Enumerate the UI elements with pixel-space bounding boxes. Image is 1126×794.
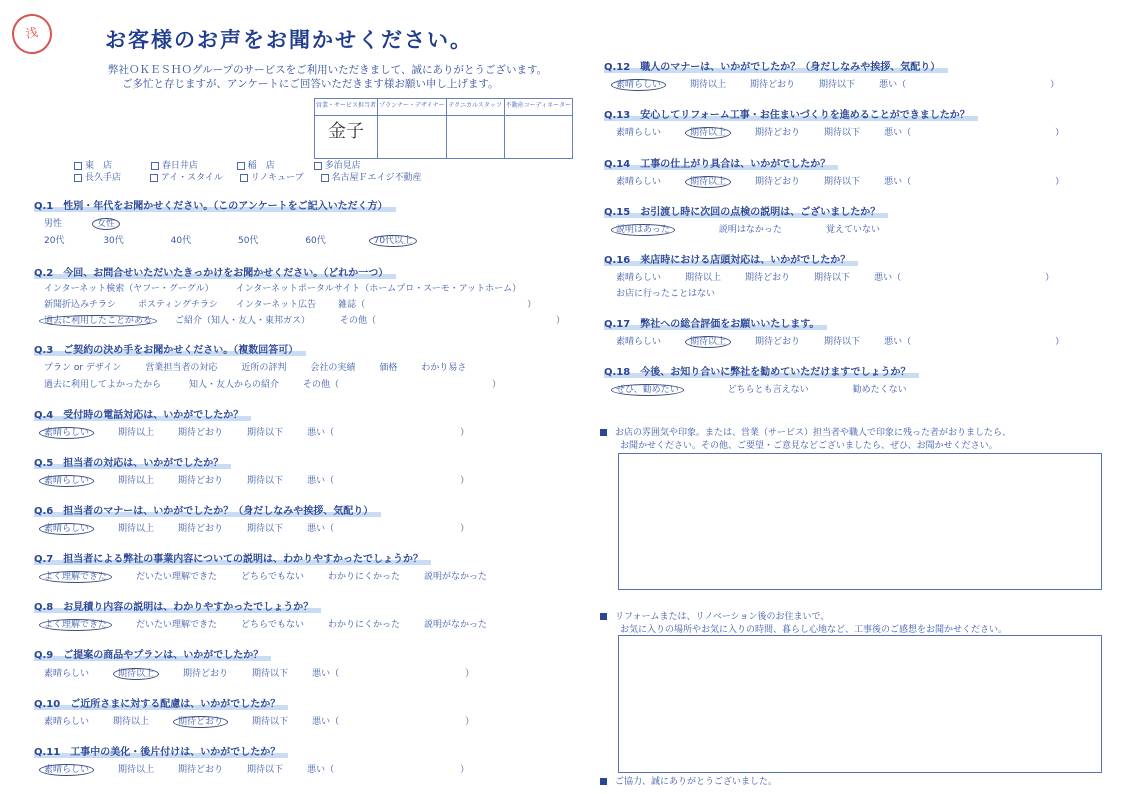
store-option[interactable]: アイ・スタイル [150,173,223,183]
answer-option[interactable]: 60代 [305,236,326,246]
answer-option[interactable]: 会社の実績 [310,363,356,373]
answer-option[interactable]: 50代 [237,236,259,246]
answer-option[interactable]: 期待以上 [113,717,150,727]
answer-option[interactable]: 悪い（ ） [307,524,470,534]
q5-row [44,473,469,486]
answer-option[interactable]: プラン or デザイン [44,363,122,373]
comment-2-box[interactable] [618,635,1102,773]
answer-option[interactable]: 期待以下 [247,428,284,438]
answer-option[interactable]: 期待以下 [247,476,284,486]
answer-option[interactable]: だいたい理解できた [136,572,218,582]
answer-option[interactable]: 価格 [379,363,398,373]
answer-option-selected[interactable]: 期待以上 [685,127,731,139]
answer-option[interactable]: 期待以上 [690,80,727,90]
answer-option[interactable]: 勧めたくない [852,385,907,395]
answer-option[interactable]: 期待以下 [247,765,284,775]
answer-option[interactable]: 期待どおり [755,128,801,138]
answer-option[interactable]: 20代 [44,236,65,246]
q3-row-1 [44,360,466,373]
answer-option[interactable]: お店に行ったことはない [616,289,716,299]
answer-option-selected[interactable]: 説明はあった [611,224,675,236]
answer-option[interactable]: 悪い（ ） [312,669,475,679]
answer-option[interactable]: インターネット広告 [235,300,317,310]
answer-option[interactable]: 過去に利用してよかったから [44,380,162,390]
store-option[interactable]: 東 店 [74,161,112,171]
store-option[interactable]: 長久手店 [74,173,121,183]
q17-row [616,334,1064,347]
answer-option[interactable]: その他（ ） [303,380,502,390]
staff-header: プランナー・デザイナー [378,99,447,116]
q9-row [44,666,474,679]
q4-row [44,425,469,438]
page-title: お客様のお声をお聞かせください。 [105,28,473,52]
answer-option[interactable]: 男性 [44,219,63,229]
answer-option-selected[interactable]: 期待以上 [685,176,731,188]
answer-option[interactable]: インターネットポータルサイト（ホームプロ・スーモ・アットホーム） [235,284,522,294]
question-16: Q.16 来店時における店頭対応は、いかがでしたか？ [604,251,858,266]
answer-option[interactable]: 期待どおり [183,669,229,679]
store-option[interactable]: 稲 店 [237,161,275,171]
answer-option[interactable]: 悪い（ ） [307,765,470,775]
staff-header: テクニカルスタッフ [446,99,504,116]
answer-option[interactable]: 期待どおり [750,80,796,90]
answer-option[interactable]: 覚えていない [825,225,880,235]
answer-option[interactable]: 新聞折込みチラシ [44,300,117,310]
answer-option[interactable]: 悪い（ ） [884,177,1065,187]
q10-row [44,714,474,727]
thanks-note: ご協力、誠にありがとうございました。 [600,774,777,787]
staff-header: 不動産コーディネーター [504,99,573,116]
question-7: Q.7 担当者による弊社の事業内容についての説明は、わかりやすかったでしょうか？ [34,550,431,565]
answer-option[interactable]: 期待どおり [178,765,224,775]
seal-stamp: 浅 [8,10,55,57]
answer-option-selected[interactable]: 素晴らしい [39,764,94,776]
answer-option-selected[interactable]: よく理解できた [39,619,112,631]
checkbox-icon [150,174,158,182]
q12-row [616,77,1059,90]
answer-option[interactable]: 30代 [103,236,124,246]
staff-signature: 金子 [315,116,378,159]
question-9: Q.9 ご提案の商品やプランは、いかがでしたか？ [34,646,271,661]
comment-1-prompt-2: お聞かせください。その他、ご要望・ご意見などございましたら、ぜひ、お聞かせください。 [620,441,998,451]
answer-option[interactable]: わかりにくかった [327,620,400,630]
answer-option[interactable]: 期待以下 [824,128,861,138]
question-5: Q.5 担当者の対応は、いかがでしたか？ [34,454,231,469]
answer-option-selected[interactable]: 期待どおり [173,716,228,728]
store-option[interactable]: 多治見店 [314,161,361,171]
q2-row-1 [44,281,521,294]
checkbox-icon [237,162,245,170]
answer-option[interactable]: ポスティングチラシ [138,300,218,310]
answer-option-selected[interactable]: 素晴らしい [39,427,94,439]
question-4: Q.4 受付時の電話対応は、いかがでしたか？ [34,406,251,421]
answer-option[interactable]: 説明はなかった [718,225,782,235]
answer-option[interactable]: 近所の評判 [241,363,287,373]
answer-option-selected[interactable]: 期待以上 [113,668,159,680]
checkbox-icon [74,174,82,182]
answer-option[interactable]: 素晴らしい [616,337,662,347]
checkbox-icon [240,174,248,182]
answer-option[interactable]: 期待以下 [252,717,289,727]
staff-cell[interactable] [378,116,447,159]
comment-1-box[interactable] [618,453,1102,590]
store-option[interactable]: 春日井店 [151,161,198,171]
question-6: Q.6 担当者のマナーは、いかがでしたか？（身だしなみや挨拶、気配り） [34,502,381,517]
q11-row [44,762,469,775]
answer-option-selected[interactable]: 70代以上 [369,235,417,247]
question-1: Q.1 性別・年代をお聞かせください。（このアンケートをご記入いただく方） [34,197,396,212]
checkbox-icon [151,162,159,170]
answer-option[interactable]: 期待以下 [252,669,289,679]
question-13: Q.13 安心してリフォーム工事・お住まいづくりを進めることができましたか？ [604,106,978,121]
q15-row [616,222,880,235]
answer-option-selected[interactable]: 素晴らしい [39,523,94,535]
staff-table [314,98,573,159]
answer-option[interactable]: 説明がなかった [423,572,487,582]
answer-option-selected[interactable]: 過去に利用したことがある [39,315,157,327]
answer-option-selected[interactable]: 素晴らしい [39,475,94,487]
answer-option[interactable]: 悪い（ ） [884,128,1065,138]
question-14: Q.14 工事の仕上がり具合は、いかがでしたか？ [604,155,838,170]
answer-option[interactable]: 期待どおり [745,273,791,283]
question-8: Q.8 お見積り内容の説明は、わかりやすかったでしょうか？ [34,598,321,613]
q14-row [616,174,1064,187]
answer-option[interactable]: 悪い（ ） [307,476,470,486]
answer-option[interactable]: 素晴らしい [616,128,662,138]
answer-option[interactable]: ご紹介（知人・友人・東邦ガス） [175,316,311,326]
staff-cell[interactable] [446,116,504,159]
answer-option[interactable]: 素晴らしい [616,177,662,187]
answer-option[interactable]: 期待どおり [178,524,224,534]
answer-option[interactable]: わかり易さ [421,363,467,373]
q6-row [44,521,469,534]
answer-option[interactable]: どちらでもない [241,572,304,582]
question-18: Q.18 今後、お知り合いに弊社を勧めていただけますでしょうか？ [604,363,919,378]
answer-option-selected[interactable]: 女性 [92,218,120,230]
answer-option[interactable]: 期待以下 [824,337,861,347]
answer-option[interactable]: どちらとも言えない [727,385,809,395]
q16-row-1 [616,270,1054,283]
checkbox-icon [74,162,82,170]
bullet-square-icon [600,613,607,620]
store-option[interactable]: 名古屋Ｆエイジ不動産 [321,173,422,183]
answer-option[interactable]: 期待どおり [178,476,224,486]
answer-option[interactable]: 期待どおり [755,177,801,187]
answer-option[interactable]: 悪い（ ） [307,428,470,438]
answer-option-selected[interactable]: 期待以上 [685,336,731,348]
answer-option[interactable]: 期待以上 [118,765,155,775]
q2-row-2 [44,297,536,310]
answer-option[interactable]: インターネット検索（ヤフー・グーグル） [44,284,214,294]
answer-option[interactable]: 悪い（ ） [874,273,1055,283]
answer-option-selected[interactable]: ぜひ、勧めたい [611,384,684,396]
answer-option[interactable]: 知人・友人からの紹介 [189,380,280,390]
answer-option[interactable]: どちらでもない [241,620,304,630]
q16-row-2 [616,286,715,299]
q13-row [616,125,1064,138]
q8-row [44,617,487,630]
answer-option[interactable]: だいたい理解できた [136,620,218,630]
answer-option[interactable]: 素晴らしい [44,669,90,679]
answer-option[interactable]: その他（ ） [340,316,566,326]
answer-option[interactable]: 素晴らしい [44,717,90,727]
question-12: Q.12 職人のマナーは、いかがでしたか？（身だしなみや挨拶、気配り） [604,58,948,73]
answer-option[interactable]: 40代 [170,236,192,246]
q1-row-2 [44,233,417,246]
answer-option[interactable]: 期待以下 [247,524,284,534]
staff-header: 営業・サービス担当者 [315,99,378,116]
answer-option[interactable]: わかりにくかった [327,572,400,582]
q18-row [616,382,907,395]
answer-option[interactable]: 期待以下 [824,177,861,187]
intro-line-2: ご多忙と存じますが、アンケートにご回答いただきます様お願い申し上げます。 [122,78,499,90]
answer-option-selected[interactable]: よく理解できた [39,571,112,583]
answer-option[interactable]: 期待どおり [178,428,224,438]
checkbox-icon [321,174,329,182]
comment-2-prompt-2: お気に入りの場所やお気に入りの時間、暮らし心地など、工事後のご感想をお聞かせください。 [620,625,1008,635]
bullet-square-icon [600,778,607,785]
answer-option[interactable]: 期待以上 [118,524,155,534]
q2-row-3 [44,313,565,326]
question-11: Q.11 工事中の美化・後片付けは、いかがでしたか？ [34,743,288,758]
answer-option-selected[interactable]: 素晴らしい [611,79,666,91]
question-3: Q.3 ご契約の決め手をお聞かせください。（複数回答可） [34,341,306,356]
answer-option[interactable]: 説明がなかった [423,620,487,630]
question-10: Q.10 ご近所さまに対する配慮は、いかがでしたか？ [34,695,288,710]
comment-1-prompt: お店の雰囲気や印象。または、営業（サービス）担当者や職人で印象に残った者がおりましたら、 [600,425,1011,438]
question-15: Q.15 お引渡し時に次回の点検の説明は、ございましたか？ [604,203,888,218]
comment-2-prompt: リフォームまたは、リノベーション後のお住まいで、 [600,609,829,622]
bullet-square-icon [600,429,607,436]
answer-option[interactable]: 悪い（ ） [884,337,1065,347]
answer-option[interactable]: 期待以上 [118,428,155,438]
checkbox-icon [314,162,322,170]
answer-option[interactable]: 期待以下 [819,80,856,90]
staff-cell[interactable] [504,116,573,159]
answer-option[interactable]: 営業担当者の対応 [145,363,218,373]
question-17: Q.17 弊社への総合評価をお願いいたします。 [604,315,827,330]
store-option[interactable]: リノキューブ [240,173,304,183]
q3-row-2 [44,377,501,390]
answer-option[interactable]: 悪い（ ） [879,80,1060,90]
answer-option[interactable]: 雑誌（ ） [338,300,537,310]
answer-option[interactable]: 期待以上 [118,476,155,486]
intro-line-1: 弊社ＯＫＥＳＨＯグループのサービスをご利用いただきまして、誠にありがとうございます。 [108,64,548,76]
answer-option[interactable]: 期待どおり [755,337,801,347]
store-row-2 [74,170,422,183]
question-2: Q.2 今回、お問合せいただいたきっかけをお聞かせください。（どれか一つ） [34,264,396,279]
q7-row [44,569,487,582]
answer-option[interactable]: 期待以下 [814,273,851,283]
answer-option[interactable]: 期待以上 [685,273,722,283]
q1-row-1 [44,216,120,229]
answer-option[interactable]: 悪い（ ） [312,717,475,727]
answer-option[interactable]: 素晴らしい [616,273,662,283]
